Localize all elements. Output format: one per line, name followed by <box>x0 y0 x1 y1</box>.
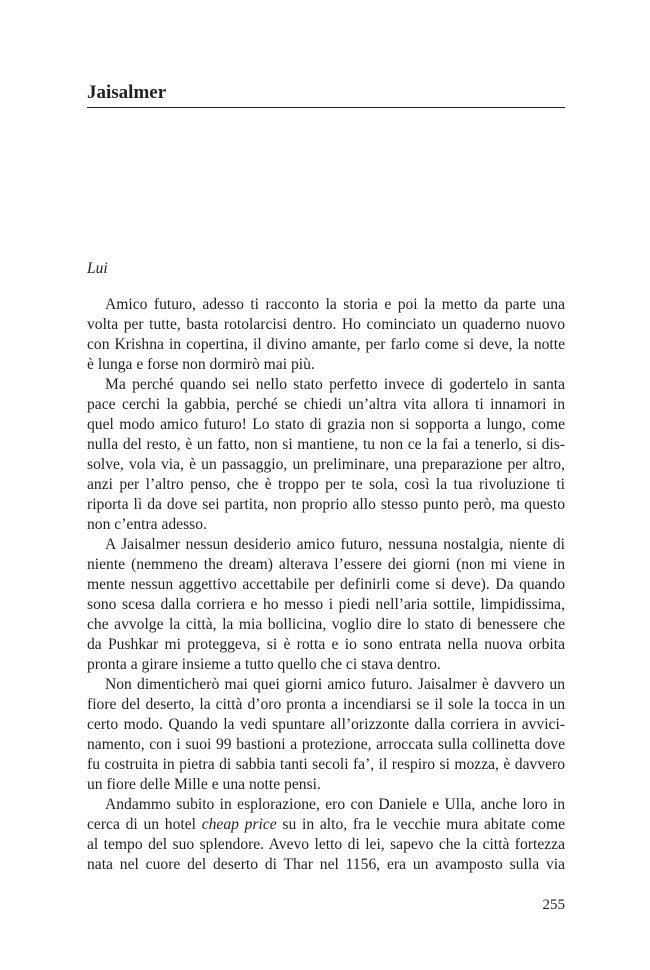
text-line <box>87 635 565 655</box>
text-line <box>87 695 565 715</box>
text-line <box>87 455 565 475</box>
text-segment: mente nessun aggettivo accettabile per definirli come si deve). Da quando <box>87 576 565 593</box>
text-segment: niente (nemmeno the dream) alterava l’essere dei giorni (non mi viene in <box>87 556 565 573</box>
text-segment: solve, vola via, è un passaggio, un preliminare, una preparazione per altro, <box>87 456 565 473</box>
text-line <box>87 735 565 755</box>
text-segment: è lunga e forse non dormirò mai più. <box>87 356 315 373</box>
text-line <box>87 555 565 575</box>
text-line <box>87 835 565 855</box>
text-line <box>87 815 565 835</box>
text-segment: A Jaisalmer nessun desiderio amico futuro, nessuna nostalgia, niente di <box>105 536 565 553</box>
text-segment: cerca di un hotel <box>87 816 202 833</box>
text-line <box>87 775 565 795</box>
body-text <box>87 295 565 875</box>
text-line <box>87 575 565 595</box>
text-segment: che avvolge la città, la mia bollicina, voglio dire lo stato di benessere che <box>87 616 565 633</box>
text-line <box>87 615 565 635</box>
text-segment: fiore del deserto, la città d’oro pronta a incendiarsi se il sole la tocca in un <box>87 696 565 713</box>
page-number: 255 <box>542 897 565 913</box>
text-segment: volta per tutte, basta rotolarcisi dentro. Ho cominciato un quaderno nuovo <box>87 316 565 333</box>
chapter-title: Jaisalmer <box>87 82 167 103</box>
text-segment: pace cerchi la gabbia, perché se chiedi un’altra vita allora ti innamori in <box>87 396 565 413</box>
text-segment: pronta a girare insieme a tutto quello che ci stava dentro. <box>87 656 441 673</box>
text-segment: quel modo amico futuro! Lo stato di grazia non si sopporta a lungo, come <box>87 416 565 433</box>
text-line <box>87 335 565 355</box>
text-line <box>87 675 565 695</box>
text-line <box>87 715 565 735</box>
text-segment: fu costruita in pietra di sabbia tanti secoli fa’, il respiro si mozza, è davvero <box>87 756 565 773</box>
paragraph <box>87 295 565 375</box>
text-segment: certo modo. Quando la vedi spuntare all’orizzonte dalla corriera in avvici- <box>87 716 565 733</box>
text-segment: Andammo subito in esplorazione, ero con Daniele e Ulla, anche loro in <box>105 796 565 813</box>
text-line <box>87 315 565 335</box>
text-line <box>87 375 565 395</box>
text-line <box>87 755 565 775</box>
text-segment: namento, con i suoi 99 bastioni a protezione, arroccata sulla collinetta dove <box>87 736 565 753</box>
paragraph <box>87 535 565 675</box>
text-line <box>87 295 565 315</box>
text-line <box>87 495 565 515</box>
text-segment: nata nel cuore del deserto di Thar nel 1156, era un avamposto sulla via <box>87 856 565 873</box>
text-segment: anzi per l’altro penso, che è troppo per te sola, così la tua rivoluzione ti <box>87 476 565 493</box>
chapter-rule <box>87 107 565 108</box>
text-line <box>87 655 565 675</box>
text-segment: nulla del resto, è un fatto, non si mantiene, tu non ce la fai a tenerlo, si dis- <box>87 436 565 453</box>
section-title: Lui <box>87 260 108 277</box>
text-segment: Ma perché quando sei nello stato perfetto invece di godertelo in santa <box>105 376 565 393</box>
text-line <box>87 435 565 455</box>
text-segment: sono scesa dalla corriera e ho messo i piedi nell’aria sottile, limpidissima, <box>87 596 565 613</box>
text-segment: Non dimenticherò mai quei giorni amico futuro. Jaisalmer è davvero un <box>105 676 565 693</box>
text-segment: su in alto, fra le vecchie mura abitate come <box>276 816 566 833</box>
paragraph <box>87 375 565 535</box>
italic-text: cheap price <box>201 816 277 833</box>
text-line <box>87 595 565 615</box>
text-line <box>87 515 565 535</box>
text-line <box>87 475 565 495</box>
text-line <box>87 535 565 555</box>
text-line <box>87 395 565 415</box>
text-segment: un fiore delle Mille e una notte pensi. <box>87 776 321 793</box>
text-line <box>87 795 565 815</box>
text-segment: non c’entra adesso. <box>87 516 207 533</box>
text-line <box>87 415 565 435</box>
text-segment: da Pushkar mi proteggeva, si è rotta e io sono entrata nella nuova orbita <box>87 636 565 653</box>
text-segment: riporta lì da dove sei partita, non proprio allo stesso punto però, ma questo <box>87 496 565 513</box>
text-segment: al tempo del suo splendore. Avevo letto di lei, sapevo che la città fortezza <box>87 836 565 853</box>
paragraph <box>87 675 565 795</box>
text-segment: con Krishna in copertina, il divino amante, per farlo come si deve, la notte <box>87 336 565 353</box>
text-line <box>87 855 565 875</box>
paragraph <box>87 795 565 875</box>
text-line <box>87 355 565 375</box>
text-segment: Amico futuro, adesso ti racconto la storia e poi la metto da parte una <box>105 296 565 313</box>
